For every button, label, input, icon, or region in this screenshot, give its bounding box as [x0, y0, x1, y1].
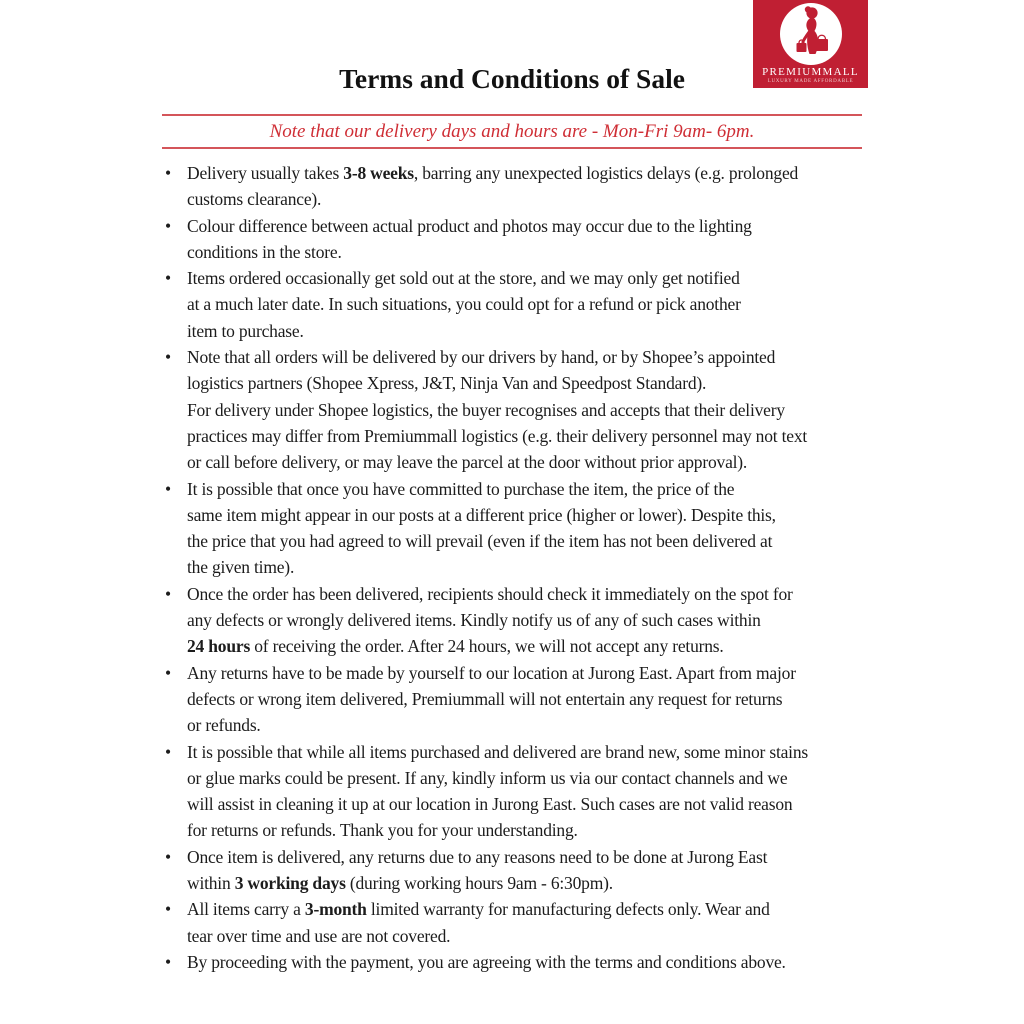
- logo-circle: [780, 3, 842, 65]
- term-item: • Once item is delivered, any returns due to any reasons need to be done at Jurong East within 3 working days (during working hours 9am - 6:30pm).: [162, 844, 862, 897]
- term-item: • By proceeding with the payment, you are agreeing with the terms and conditions above.: [162, 949, 862, 975]
- term-item: • Delivery usually takes 3-8 weeks, barring any unexpected logistics delays (e.g. prolonged customs clearance).: [162, 160, 862, 213]
- woman-with-bags-icon: [789, 4, 833, 65]
- page-title: Terms and Conditions of Sale: [339, 63, 685, 94]
- bottom-rule: [162, 147, 862, 149]
- term-item: • Note that all orders will be delivered by our drivers by hand, or by Shopee’s appointed logistics partners (Shopee Xpress, J&T, Ninja Van and Speedpost Standard). For delivery under Shopee logistics, the buyer recognises and accepts that their delivery practices may differ from Premiummall logistics (e.g. their delivery personnel may not text or call before delivery, or may leave the parcel at the door without prior approval).: [162, 344, 862, 475]
- term-item: • It is possible that while all items purchased and delivered are brand new, some minor stains or glue marks could be present. If any, kindly inform us via our contact channels and we will assist in cleaning it up at our location in Jurong East. Such cases are not valid reason for returns or refunds. Thank you for your understanding.: [162, 739, 862, 844]
- brand-logo: [753, 0, 868, 88]
- delivery-note-band: [162, 114, 862, 149]
- logo-brand-text: PREMIUMMALL: [762, 66, 859, 78]
- term-item: • Items ordered occasionally get sold out at the store, and we may only get notified at a much later date. In such situations, you could opt for a refund or pick another item to purchase.: [162, 265, 862, 344]
- term-item: • Once the order has been delivered, recipients should check it immediately on the spot for any defects or wrongly delivered items. Kindly notify us of any of such cases within 24 hours of receiving the order. After 24 hours, we will not accept any returns.: [162, 581, 862, 660]
- term-item: • All items carry a 3-month limited warranty for manufacturing defects only. Wear and tear over time and use are not covered.: [162, 896, 862, 949]
- terms-list: [162, 160, 862, 975]
- term-item: • Any returns have to be made by yourself to our location at Jurong East. Apart from major defects or wrong item delivered, Premiummall will not entertain any request for returns or refunds.: [162, 660, 862, 739]
- term-item: • It is possible that once you have committed to purchase the item, the price of the same item might appear in our posts at a different price (higher or lower). Despite this, the price that you had agreed to will prevail (even if the item has not been delivered at the given time).: [162, 476, 862, 581]
- delivery-note: Note that our delivery days and hours are - Mon-Fri 9am- 6pm.: [269, 121, 755, 142]
- term-item: • Colour difference between actual product and photos may occur due to the lighting conditions in the store.: [162, 213, 862, 266]
- content-column: [162, 114, 862, 975]
- logo-tagline-text: LUXURY MADE AFFORDABLE: [767, 79, 854, 84]
